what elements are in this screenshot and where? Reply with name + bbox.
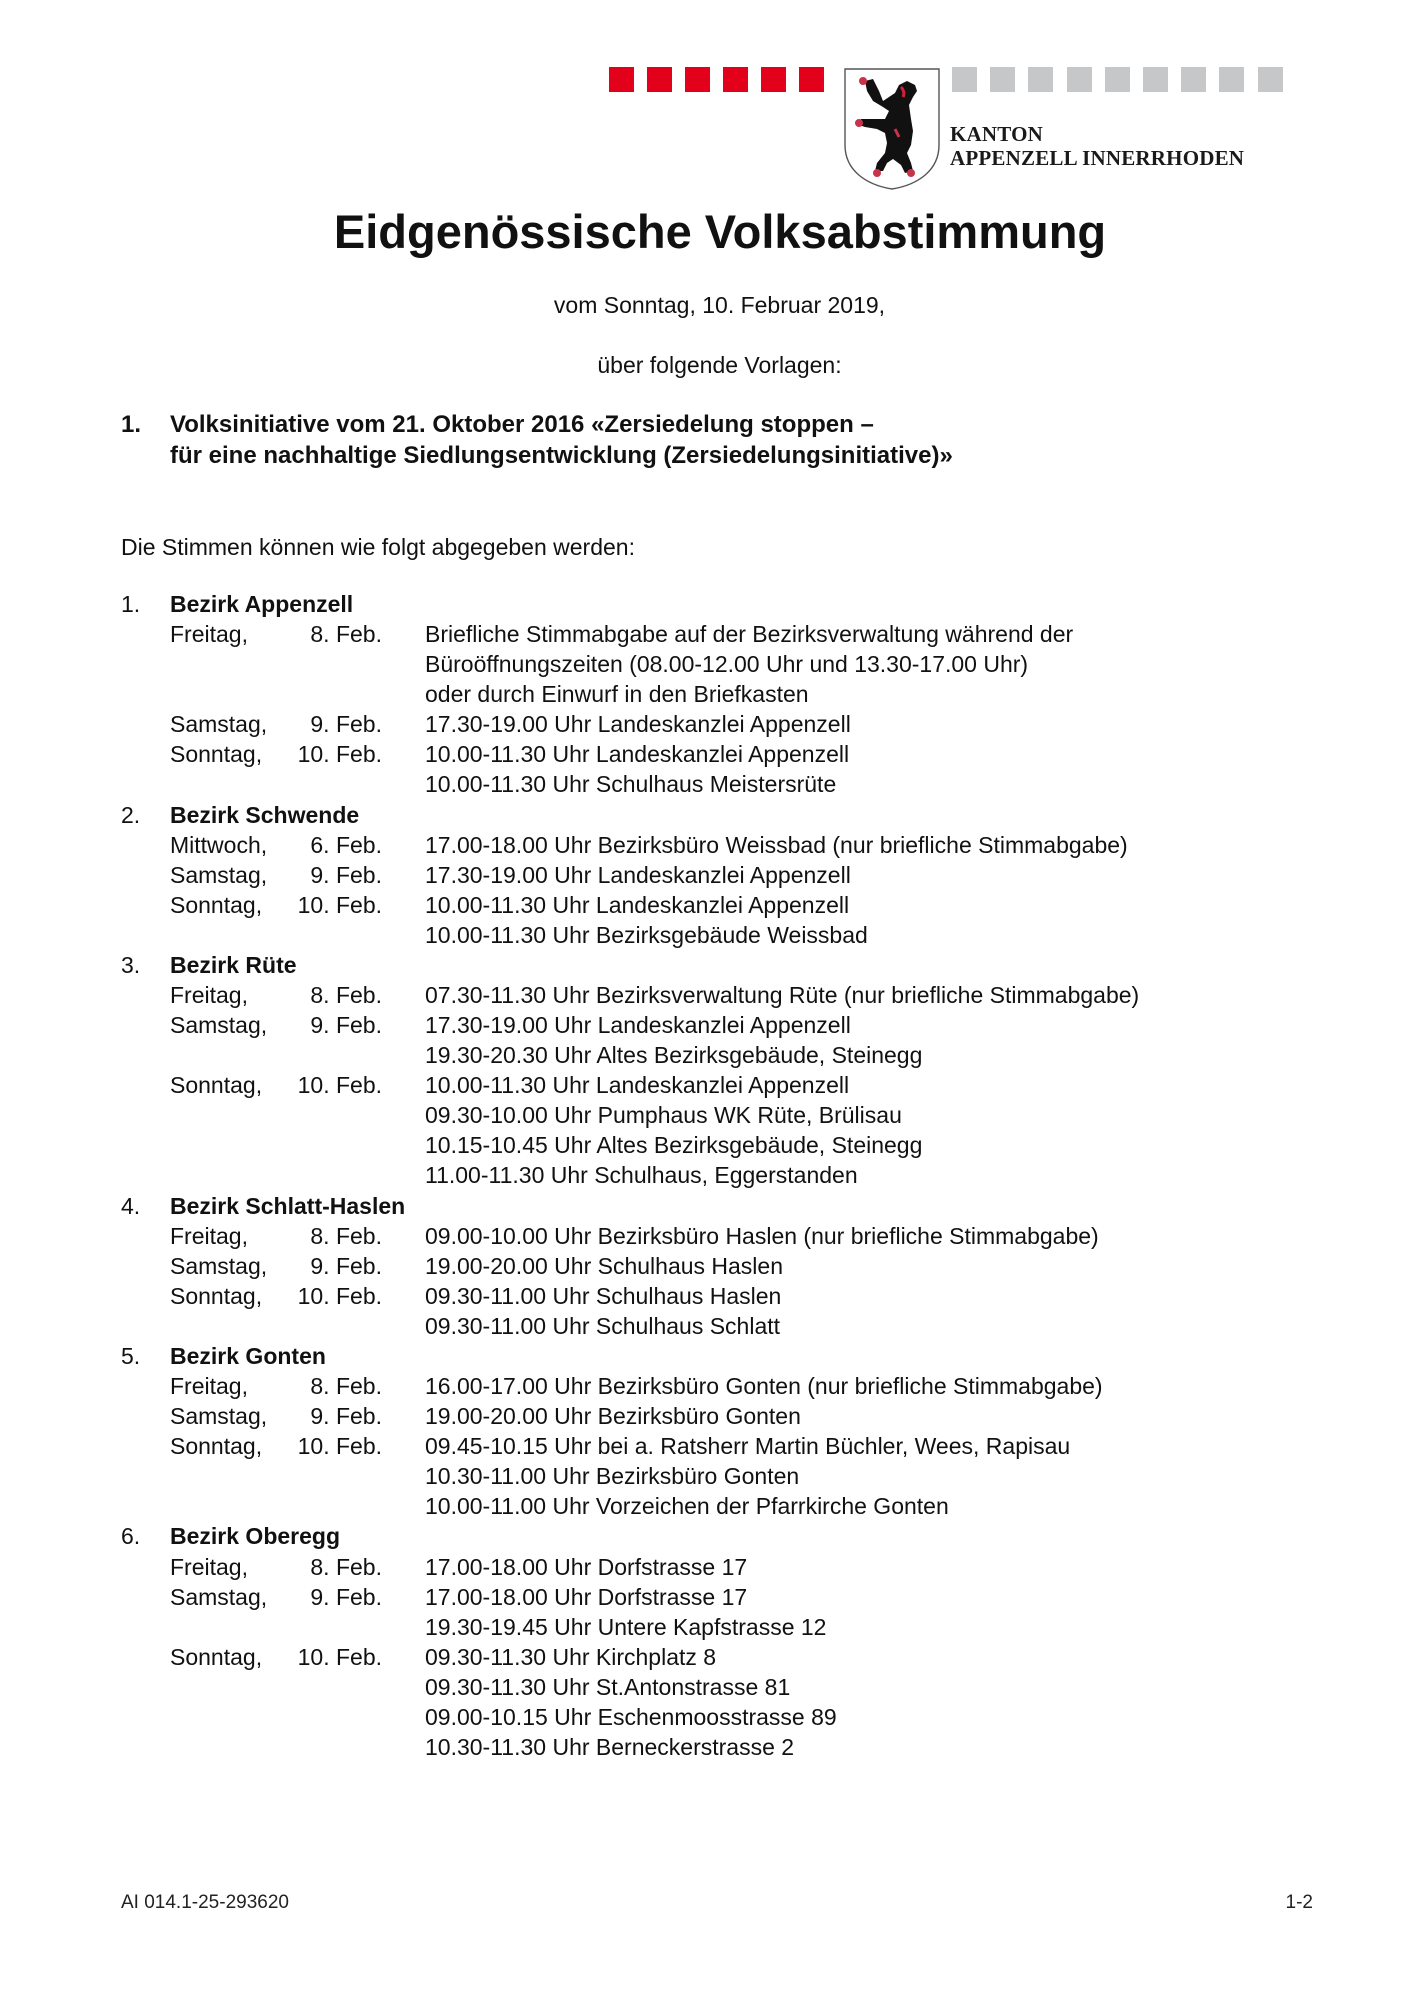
schedule-detail: 10.00-11.30 Uhr Landeskanzlei Appenzell [425,891,850,918]
red-square [647,67,672,92]
schedule-detail: 17.00-18.00 Uhr Bezirksbüro Weissbad (nur briefliche Stimmabgabe) [425,831,1128,858]
date: 9. Feb. [310,861,382,888]
schedule-row [121,739,1321,769]
weekday: Sonntag, [170,891,263,918]
date: 8. Feb. [310,982,382,1009]
schedule-detail: 09.30-10.00 Uhr Pumphaus WK Rüte, Brülisau [425,1102,902,1129]
schedule-row [121,1401,1321,1431]
schedule-row [121,649,1321,679]
grey-square [952,67,977,92]
grey-square [990,67,1015,92]
schedule-row [121,1552,1321,1582]
date: 9. Feb. [310,1252,382,1279]
schedule-row [121,1281,1321,1311]
schedule-detail: 17.00-18.00 Uhr Dorfstrasse 17 [425,1553,748,1580]
grey-square [1181,67,1206,92]
weekday: Samstag, [170,861,268,888]
schedule-detail: 09.30-11.30 Uhr Kirchplatz 8 [425,1643,717,1670]
vorlage-title-line2: für eine nachhaltige Siedlungsentwicklung (Zersiedelungsinitiative)» [170,442,953,469]
bezirk-name: Bezirk Rüte [170,951,297,978]
weekday: Freitag, [170,1373,248,1400]
schedule-detail: 17.30-19.00 Uhr Landeskanzlei Appenzell [425,711,851,738]
schedule-detail: 09.45-10.15 Uhr bei a. Ratsherr Martin Büchler, Wees, Rapisau [425,1433,1071,1460]
date: 10. Feb. [297,741,382,768]
red-square [609,67,634,92]
schedule-detail: 09.30-11.00 Uhr Schulhaus Haslen [425,1282,782,1309]
bezirk-heading [121,589,1321,619]
grey-square [1258,67,1283,92]
weekday: Mittwoch, [170,831,268,858]
schedule-row [121,1070,1321,1100]
schedule-detail: 11.00-11.30 Uhr Schulhaus, Eggerstanden [425,1162,858,1189]
schedule-detail: 19.00-20.00 Uhr Bezirksbüro Gonten [425,1403,801,1430]
schedule-detail: 17.30-19.00 Uhr Landeskanzlei Appenzell [425,861,851,888]
weekday: Samstag, [170,711,268,738]
weekday: Samstag, [170,1252,268,1279]
bezirk-heading [121,1521,1321,1551]
schedule-detail: 17.00-18.00 Uhr Dorfstrasse 17 [425,1583,748,1610]
weekday: Sonntag, [170,741,263,768]
date: 9. Feb. [310,1012,382,1039]
schedule-row [121,1732,1321,1762]
date: 6. Feb. [310,831,382,858]
schedule-row [121,619,1321,649]
date-line: vom Sonntag, 10. Februar 2019, [553,292,886,318]
subject-line: über folgende Vorlagen: [597,352,842,378]
date: 8. Feb. [310,621,382,648]
schedule-row [121,679,1321,709]
schedule-detail: 10.00-11.30 Uhr Landeskanzlei Appenzell [425,741,850,768]
schedule-row [121,1461,1321,1491]
vorlage-number: 1. [121,411,142,438]
grey-square [1219,67,1244,92]
weekday: Sonntag, [170,1643,263,1670]
schedule-row [121,1311,1321,1341]
bezirk-heading [121,950,1321,980]
schedule-row [121,980,1321,1010]
bezirk-name: Bezirk Schlatt-Haslen [170,1192,406,1219]
bear-coat-of-arms-icon [843,67,941,191]
bezirk-heading [121,800,1321,830]
grey-square [1143,67,1168,92]
date: 10. Feb. [297,1282,382,1309]
grey-square [1028,67,1053,92]
weekday: Freitag, [170,982,248,1009]
schedule-row [121,1582,1321,1612]
date: 8. Feb. [310,1373,382,1400]
schedule-detail: 07.30-11.30 Uhr Bezirksverwaltung Rüte (nur briefliche Stimmabgabe) [425,982,1140,1009]
bezirk-name: Bezirk Appenzell [170,591,354,617]
schedule-detail: 09.30-11.30 Uhr St.Antonstrasse 81 [425,1673,791,1700]
schedule-row [121,1672,1321,1702]
red-square [761,67,786,92]
weekday: Freitag, [170,1553,248,1580]
schedule-detail: 17.30-19.00 Uhr Landeskanzlei Appenzell [425,1012,851,1039]
schedule-detail: 10.00-11.00 Uhr Vorzeichen der Pfarrkirche Gonten [425,1493,949,1520]
document-reference: AI 014.1-25-293620 [121,1892,289,1913]
grey-square [1067,67,1092,92]
date: 10. Feb. [297,1433,382,1460]
schedule-detail: 10.00-11.30 Uhr Bezirksgebäude Weissbad [425,921,868,948]
bezirk-number: 5. [121,1342,141,1369]
schedule-row [121,1010,1321,1040]
weekday: Sonntag, [170,1072,263,1099]
schedule-detail: 19.30-20.30 Uhr Altes Bezirksgebäude, Steinegg [425,1042,923,1069]
weekday: Samstag, [170,1583,268,1610]
schedule-row [121,1371,1321,1401]
schedule-detail: 10.00-11.30 Uhr Landeskanzlei Appenzell [425,1072,850,1099]
schedule-detail: 19.30-19.45 Uhr Untere Kapfstrasse 12 [425,1613,827,1640]
bezirk-number: 1. [121,591,141,617]
schedule-detail: Briefliche Stimmabgabe auf der Bezirksverwaltung während der [425,621,1074,648]
org-name-line2: APPENZELL INNERRHODEN [950,146,1245,170]
bezirk-number: 3. [121,951,141,978]
schedule-row [121,860,1321,890]
schedule-detail: 16.00-17.00 Uhr Bezirksbüro Gonten (nur briefliche Stimmabgabe) [425,1373,1103,1400]
schedule-detail: oder durch Einwurf in den Briefkasten [425,681,809,708]
schedule-detail: 10.15-10.45 Uhr Altes Bezirksgebäude, Steinegg [425,1132,923,1159]
bezirk-number: 2. [121,801,141,828]
bezirk-number: 6. [121,1523,141,1550]
weekday: Sonntag, [170,1433,263,1460]
schedule-detail: 09.00-10.15 Uhr Eschenmoosstrasse 89 [425,1703,837,1730]
red-square [723,67,748,92]
date: 8. Feb. [310,1553,382,1580]
page-number: 1-2 [1285,1892,1313,1913]
bezirk-heading [121,1341,1321,1371]
bezirk-number: 4. [121,1192,141,1219]
weekday: Freitag, [170,1222,248,1249]
schedule-row [121,1040,1321,1070]
schedule-row [121,709,1321,739]
date: 10. Feb. [297,1643,382,1670]
schedule-row [121,1221,1321,1251]
schedule-row [121,1100,1321,1130]
red-square [799,67,824,92]
org-name-line1: KANTON [950,122,1043,146]
schedule-row [121,1702,1321,1732]
schedule-row [121,1642,1321,1672]
schedule-row [121,890,1321,920]
weekday: Freitag, [170,621,248,648]
schedule-detail: Büroöffnungszeiten (08.00-12.00 Uhr und 13.30-17.00 Uhr) [425,651,1029,678]
schedule-detail: 09.30-11.00 Uhr Schulhaus Schlatt [425,1312,781,1339]
schedule-detail: 09.00-10.00 Uhr Bezirksbüro Haslen (nur briefliche Stimmabgabe) [425,1222,1099,1249]
bezirk-schedule-list [121,589,1321,1762]
weekday: Sonntag, [170,1282,263,1309]
red-square [685,67,710,92]
weekday: Samstag, [170,1012,268,1039]
bezirk-heading [121,1191,1321,1221]
schedule-row [121,769,1321,799]
date: 10. Feb. [297,1072,382,1099]
date: 10. Feb. [297,891,382,918]
bezirk-name: Bezirk Schwende [170,801,360,828]
date: 9. Feb. [310,711,382,738]
page-title: Eidgenössische Volksabstimmung [333,205,1107,258]
grey-square [1105,67,1130,92]
schedule-row [121,1130,1321,1160]
schedule-row [121,1251,1321,1281]
weekday: Samstag, [170,1403,268,1430]
schedule-detail: 10.00-11.30 Uhr Schulhaus Meistersrüte [425,771,837,798]
bezirk-name: Bezirk Oberegg [170,1523,340,1550]
schedule-row [121,1491,1321,1521]
intro-text: Die Stimmen können wie folgt abgegeben werden: [121,534,635,560]
bezirk-name: Bezirk Gonten [170,1342,326,1369]
schedule-row [121,920,1321,950]
date: 8. Feb. [310,1222,382,1249]
date: 9. Feb. [310,1403,382,1430]
vorlage-title-line1: Volksinitiative vom 21. Oktober 2016 «Zersiedelung stoppen – [170,411,874,438]
schedule-row [121,1431,1321,1461]
schedule-row [121,1160,1321,1190]
schedule-row [121,1612,1321,1642]
schedule-detail: 10.30-11.30 Uhr Berneckerstrasse 2 [425,1733,795,1760]
schedule-detail: 10.30-11.00 Uhr Bezirksbüro Gonten [425,1463,800,1490]
schedule-detail: 19.00-20.00 Uhr Schulhaus Haslen [425,1252,784,1279]
date: 9. Feb. [310,1583,382,1610]
schedule-row [121,830,1321,860]
